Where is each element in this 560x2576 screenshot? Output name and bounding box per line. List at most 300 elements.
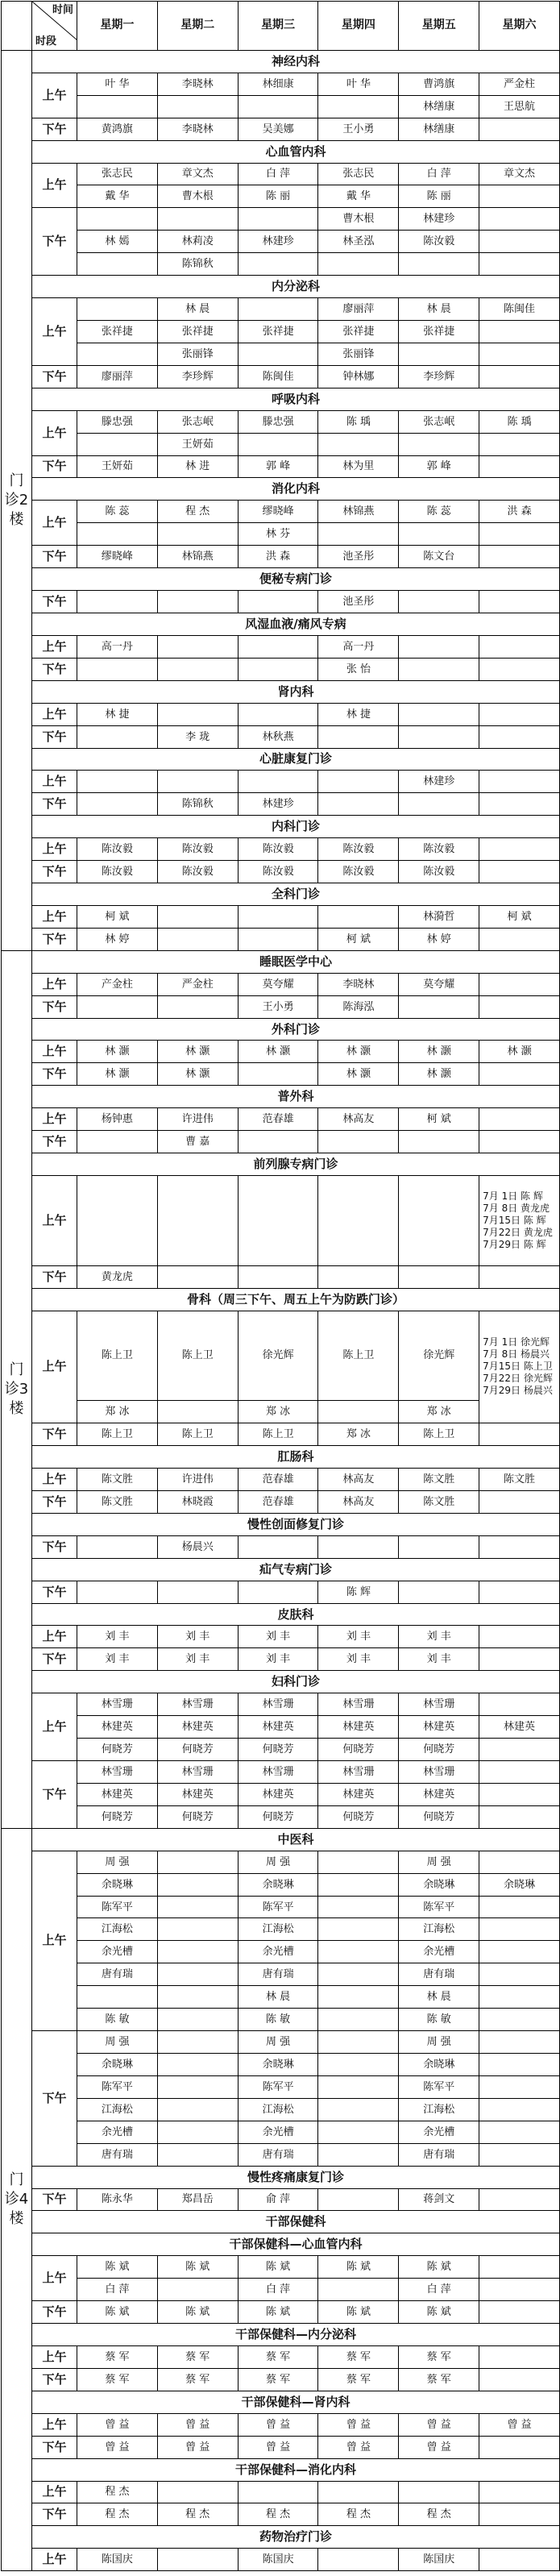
- doctor-cell: 蔡 军: [77, 2345, 158, 2368]
- doctor-cell: [479, 523, 560, 546]
- doctor-cell: [318, 95, 399, 118]
- doctor-cell: [238, 253, 318, 276]
- doctor-cell: 柯 斌: [318, 928, 399, 950]
- doctor-cell: 滕忠强: [238, 410, 318, 433]
- doctor-cell: 陈 斌: [318, 2301, 399, 2324]
- doctor-cell: 池圣彤: [318, 546, 399, 568]
- doctor-cell: 郑 冰: [318, 1423, 399, 1446]
- doctor-cell: 吴美娜: [238, 118, 318, 140]
- doctor-cell: 许进伟: [157, 1108, 238, 1131]
- doctor-cell: [77, 343, 158, 365]
- doctor-cell: 陈文胜: [77, 1490, 158, 1513]
- doctor-cell: 郭 峰: [399, 455, 479, 478]
- doctor-cell: 林 晨: [399, 1986, 479, 2009]
- period-pm: 下午: [32, 995, 77, 1018]
- doctor-cell: [157, 1265, 238, 1288]
- doctor-cell: 余光槽: [399, 2121, 479, 2143]
- doctor-cell: [238, 1581, 318, 1603]
- period-pm: 下午: [32, 1535, 77, 1558]
- doctor-cell: 蔡 军: [157, 2345, 238, 2368]
- doctor-cell: [157, 523, 238, 546]
- department-title: 全科门诊: [32, 883, 560, 906]
- period-pm: 下午: [32, 1131, 77, 1153]
- period-pm: 下午: [32, 546, 77, 568]
- doctor-cell: 余晓琳: [399, 1873, 479, 1896]
- department-title: 肾内科: [32, 680, 560, 703]
- doctor-cell: 陈上卫: [157, 1311, 238, 1401]
- doctor-cell: [479, 2075, 560, 2098]
- doctor-cell: [238, 1063, 318, 1086]
- doctor-cell: 陈闽佳: [479, 298, 560, 321]
- doctor-cell: 林建英: [399, 1716, 479, 1739]
- doctor-cell: 刘 丰: [157, 1626, 238, 1648]
- doctor-cell: [77, 1131, 158, 1153]
- department-title: 前列腺专病门诊: [32, 1153, 560, 1176]
- doctor-cell: [157, 771, 238, 793]
- doctor-cell: 黄龙虎: [77, 1265, 158, 1288]
- doctor-cell: [238, 703, 318, 725]
- period-am: 上午: [32, 1311, 77, 1423]
- period-pm: 下午: [32, 1648, 77, 1671]
- department-title: 干部保健科—内分泌科: [32, 2324, 560, 2346]
- time-period-corner: [32, 2, 77, 51]
- rotation-entry: 7月15日 陈上卫: [483, 1361, 553, 1373]
- doctor-cell: 林建英: [318, 1716, 399, 1739]
- period-am: 上午: [32, 2256, 77, 2301]
- doctor-cell: 林建珍: [399, 771, 479, 793]
- doctor-cell: [318, 1131, 399, 1153]
- doctor-cell: [479, 591, 560, 613]
- doctor-cell: 林 灏: [399, 1041, 479, 1063]
- doctor-cell: [238, 591, 318, 613]
- doctor-cell: [479, 433, 560, 455]
- period-am: 上午: [32, 1041, 77, 1063]
- doctor-cell: [479, 1265, 560, 1288]
- doctor-cell: 林漪哲: [399, 905, 479, 928]
- doctor-cell: 陈军平: [77, 1896, 158, 1918]
- period-am: 上午: [32, 2549, 77, 2571]
- doctor-cell: [318, 1535, 399, 1558]
- doctor-cell: 章文杰: [479, 163, 560, 185]
- department-title: 疝气专病门诊: [32, 1558, 560, 1581]
- doctor-cell: 林 灏: [479, 1041, 560, 1063]
- doctor-cell: [399, 725, 479, 748]
- doctor-cell: [479, 1783, 560, 1805]
- doctor-cell: 刘 丰: [238, 1626, 318, 1648]
- period-pm: 下午: [32, 1423, 77, 1446]
- doctor-cell: [479, 1535, 560, 1558]
- doctor-cell: 陈汝毅: [77, 838, 158, 861]
- doctor-cell: 郑 冰: [77, 1401, 158, 1423]
- doctor-cell: [157, 2549, 238, 2571]
- doctor-cell: 郑 冰: [238, 1401, 318, 1423]
- doctor-cell: 刘 丰: [77, 1626, 158, 1648]
- doctor-cell: 王小勇: [238, 995, 318, 1018]
- doctor-cell: 周 强: [238, 2031, 318, 2054]
- doctor-cell: 高一丹: [318, 635, 399, 658]
- doctor-cell: [399, 793, 479, 816]
- corner-period-label: 时段: [35, 35, 57, 48]
- doctor-cell: [157, 208, 238, 231]
- doctor-cell: 钟林娜: [318, 365, 399, 388]
- doctor-cell: [479, 2301, 560, 2324]
- department-title: 中医科: [32, 1828, 560, 1851]
- doctor-cell: [479, 1918, 560, 1941]
- doctor-cell: [318, 2031, 399, 2054]
- doctor-cell: [479, 635, 560, 658]
- doctor-cell: 陈国庆: [238, 2549, 318, 2571]
- period-pm: 下午: [32, 1490, 77, 1513]
- doctor-cell: 陈汝毅: [157, 861, 238, 883]
- period-am: 上午: [32, 973, 77, 995]
- doctor-cell: 余晓琳: [77, 2054, 158, 2076]
- period-am: 上午: [32, 635, 77, 658]
- corner-time-label: 时间: [52, 4, 73, 16]
- doctor-cell: 王妍茹: [157, 433, 238, 455]
- doctor-cell: 陈 敏: [399, 2009, 479, 2031]
- doctor-cell: [238, 208, 318, 231]
- doctor-cell: 陈 丽: [238, 185, 318, 208]
- doctor-cell: 陈军平: [399, 1896, 479, 1918]
- doctor-cell: 余光槽: [238, 2121, 318, 2143]
- doctor-cell: 周 强: [399, 1851, 479, 1873]
- doctor-cell: 余晓琳: [238, 1873, 318, 1896]
- doctor-cell: 陈上卫: [399, 1423, 479, 1446]
- doctor-cell: [157, 2031, 238, 2054]
- department-title: 皮肤科: [32, 1603, 560, 1626]
- doctor-cell: 程 杰: [157, 501, 238, 523]
- doctor-cell: 陈 斌: [157, 2256, 238, 2279]
- doctor-cell: 滕忠强: [77, 410, 158, 433]
- doctor-cell: [157, 2075, 238, 2098]
- doctor-cell: 曾 益: [399, 2436, 479, 2458]
- doctor-cell: [479, 1941, 560, 1963]
- doctor-cell: 林 灏: [238, 1041, 318, 1063]
- period-pm: 下午: [32, 208, 77, 276]
- period-pm: 下午: [32, 2368, 77, 2391]
- period-pm: 下午: [32, 591, 77, 613]
- doctor-cell: 曾 益: [318, 2413, 399, 2436]
- doctor-cell: 陈汝毅: [238, 838, 318, 861]
- doctor-cell: 刘 丰: [318, 1648, 399, 1671]
- period-am: 上午: [32, 1851, 77, 2030]
- doctor-cell: 徐光辉: [238, 1311, 318, 1401]
- department-title: 心血管内科: [32, 140, 560, 163]
- doctor-cell: [479, 973, 560, 995]
- doctor-cell: 林建英: [479, 1716, 560, 1739]
- doctor-cell: [399, 1535, 479, 1558]
- period-am: 上午: [32, 2345, 77, 2368]
- doctor-cell: [77, 95, 158, 118]
- doctor-cell: 徐光辉: [399, 1311, 479, 1401]
- doctor-cell: [479, 185, 560, 208]
- doctor-cell: [318, 1873, 399, 1896]
- doctor-cell: [399, 1581, 479, 1603]
- doctor-cell: [157, 1941, 238, 1963]
- doctor-cell: 陈上卫: [77, 1423, 158, 1446]
- doctor-cell: 何晓芳: [318, 1739, 399, 1761]
- doctor-cell: 陈汝毅: [399, 861, 479, 883]
- doctor-cell: 林莉凌: [157, 231, 238, 253]
- header-blank: [2, 2, 32, 51]
- doctor-cell: 江海松: [77, 1918, 158, 1941]
- doctor-cell: [238, 298, 318, 321]
- doctor-cell: 林锦燕: [157, 546, 238, 568]
- doctor-cell: [479, 2503, 560, 2526]
- department-title: 神经内科: [32, 50, 560, 73]
- department-title: 内科门诊: [32, 816, 560, 838]
- doctor-cell: [238, 1535, 318, 1558]
- doctor-cell: [77, 1176, 158, 1266]
- day-header: 星期四: [318, 2, 399, 51]
- doctor-cell: [157, 995, 238, 1018]
- doctor-cell: 张志岷: [157, 410, 238, 433]
- doctor-cell: 陈军平: [238, 1896, 318, 1918]
- doctor-cell: [318, 523, 399, 546]
- doctor-cell: [318, 2054, 399, 2076]
- doctor-cell: [77, 208, 158, 231]
- doctor-cell: [318, 1941, 399, 1963]
- doctor-cell: 林雪珊: [238, 1761, 318, 1784]
- doctor-cell: [318, 2481, 399, 2503]
- doctor-cell: 陈 蕊: [399, 501, 479, 523]
- doctor-cell: [77, 725, 158, 748]
- ortho-rotation-list: [479, 1311, 560, 1423]
- doctor-cell: 陈文台: [399, 546, 479, 568]
- doctor-cell: 何晓芳: [157, 1739, 238, 1761]
- doctor-cell: [479, 1131, 560, 1153]
- doctor-cell: [479, 2345, 560, 2368]
- doctor-cell: 陈汝毅: [318, 861, 399, 883]
- doctor-cell: 曹鸿旗: [399, 73, 479, 95]
- doctor-cell: 刘 丰: [399, 1626, 479, 1648]
- doctor-cell: 林建英: [157, 1783, 238, 1805]
- doctor-cell: 刘 丰: [399, 1648, 479, 1671]
- doctor-cell: 程 杰: [77, 2481, 158, 2503]
- doctor-cell: 林雪珊: [318, 1761, 399, 1784]
- rotation-entry: 7月22日 黄龙虎: [483, 1226, 553, 1238]
- doctor-cell: [399, 253, 479, 276]
- period-am: 上午: [32, 163, 77, 208]
- doctor-cell: 林细康: [238, 73, 318, 95]
- period-pm: 下午: [32, 2503, 77, 2526]
- doctor-cell: [238, 1176, 318, 1266]
- department-title: 肛肠科: [32, 1446, 560, 1469]
- doctor-cell: 张祥捷: [399, 320, 479, 343]
- doctor-cell: 产金柱: [77, 973, 158, 995]
- department-title: 药物治疗门诊: [32, 2526, 560, 2549]
- doctor-cell: [318, 2279, 399, 2301]
- doctor-cell: 曹 嘉: [157, 1131, 238, 1153]
- doctor-cell: 周 强: [238, 1851, 318, 1873]
- doctor-cell: [238, 928, 318, 950]
- doctor-cell: 林 芬: [238, 523, 318, 546]
- doctor-cell: 柯 斌: [77, 905, 158, 928]
- doctor-cell: [318, 793, 399, 816]
- rotation-entry: 7月 8日 黄龙虎: [483, 1202, 550, 1214]
- doctor-cell: 陈汝毅: [399, 838, 479, 861]
- department-title: 便秘专病门诊: [32, 568, 560, 591]
- doctor-cell: 张祥捷: [77, 320, 158, 343]
- doctor-cell: [238, 433, 318, 455]
- doctor-cell: [479, 2279, 560, 2301]
- doctor-cell: [479, 2436, 560, 2458]
- doctor-cell: [479, 928, 560, 950]
- period-pm: 下午: [32, 793, 77, 816]
- doctor-cell: 陈军平: [77, 2075, 158, 2098]
- doctor-cell: [318, 1896, 399, 1918]
- doctor-cell: 蔡 军: [318, 2368, 399, 2391]
- doctor-cell: [479, 1581, 560, 1603]
- doctor-cell: 林雪珊: [77, 1761, 158, 1784]
- doctor-cell: 王思航: [479, 95, 560, 118]
- day-header: 星期三: [238, 2, 318, 51]
- doctor-cell: 林建英: [77, 1716, 158, 1739]
- doctor-cell: 江海松: [238, 1918, 318, 1941]
- doctor-cell: 俞 萍: [238, 2188, 318, 2211]
- doctor-cell: [479, 995, 560, 1018]
- doctor-cell: [157, 2481, 238, 2503]
- doctor-cell: 唐有瑞: [399, 2143, 479, 2166]
- department-title: 风湿血液/痛风专病: [32, 613, 560, 635]
- doctor-cell: 戴 华: [318, 185, 399, 208]
- doctor-cell: [238, 658, 318, 680]
- rotation-entry: 7月 1日 徐光辉: [483, 1336, 550, 1348]
- doctor-cell: [399, 1265, 479, 1288]
- doctor-cell: [479, 1108, 560, 1131]
- doctor-cell: [479, 2009, 560, 2031]
- doctor-cell: [77, 1986, 158, 2009]
- doctor-cell: 白 萍: [77, 2279, 158, 2301]
- doctor-cell: [238, 771, 318, 793]
- doctor-cell: 蔡 军: [77, 2368, 158, 2391]
- doctor-cell: [157, 2009, 238, 2031]
- doctor-cell: 林 晨: [399, 298, 479, 321]
- doctor-cell: [479, 2031, 560, 2054]
- doctor-cell: 白 萍: [238, 2279, 318, 2301]
- doctor-cell: 陈汝毅: [238, 861, 318, 883]
- doctor-cell: [479, 1851, 560, 1873]
- period-pm: 下午: [32, 365, 77, 388]
- department-title: 内分泌科: [32, 276, 560, 298]
- doctor-cell: [77, 771, 158, 793]
- period-pm: 下午: [32, 1581, 77, 1603]
- doctor-cell: 曾 益: [77, 2436, 158, 2458]
- doctor-cell: [157, 1986, 238, 2009]
- doctor-cell: 曾 益: [318, 2436, 399, 2458]
- doctor-cell: [479, 253, 560, 276]
- doctor-cell: [157, 928, 238, 950]
- doctor-cell: 余晓琳: [238, 2054, 318, 2076]
- doctor-cell: 林高友: [318, 1108, 399, 1131]
- doctor-cell: 缪晓峰: [238, 501, 318, 523]
- doctor-cell: 林 灏: [318, 1041, 399, 1063]
- doctor-cell: 唐有瑞: [399, 1963, 479, 1986]
- doctor-cell: [479, 1490, 560, 1513]
- doctor-cell: [157, 2054, 238, 2076]
- doctor-cell: 余光槽: [399, 1941, 479, 1963]
- doctor-cell: 廖丽萍: [77, 365, 158, 388]
- doctor-cell: 林 灏: [77, 1063, 158, 1086]
- doctor-cell: 李珍辉: [157, 365, 238, 388]
- doctor-cell: 陈汝毅: [157, 838, 238, 861]
- period-pm: 下午: [32, 658, 77, 680]
- doctor-cell: 林圣泓: [318, 231, 399, 253]
- doctor-cell: 刘 丰: [157, 1648, 238, 1671]
- doctor-cell: 蔡 军: [399, 2345, 479, 2368]
- doctor-cell: 陈军平: [399, 2075, 479, 2098]
- doctor-cell: [238, 95, 318, 118]
- doctor-cell: 林 晨: [238, 1986, 318, 2009]
- doctor-cell: 李 珑: [157, 725, 238, 748]
- doctor-cell: 陈上卫: [157, 1423, 238, 1446]
- doctor-cell: [157, 703, 238, 725]
- doctor-cell: 曾 益: [157, 2436, 238, 2458]
- doctor-cell: [399, 1131, 479, 1153]
- doctor-cell: [479, 455, 560, 478]
- doctor-cell: 张志民: [77, 163, 158, 185]
- doctor-cell: [238, 2481, 318, 2503]
- doctor-cell: [318, 2549, 399, 2571]
- doctor-cell: 戴 华: [77, 185, 158, 208]
- doctor-cell: 林秋燕: [238, 725, 318, 748]
- doctor-cell: 蒋剑文: [399, 2188, 479, 2211]
- doctor-cell: [318, 725, 399, 748]
- doctor-cell: [77, 253, 158, 276]
- doctor-cell: [479, 231, 560, 253]
- doctor-cell: [77, 433, 158, 455]
- doctor-cell: 陈 敏: [238, 2009, 318, 2031]
- period-am: 上午: [32, 73, 77, 118]
- doctor-cell: 陈 斌: [399, 2256, 479, 2279]
- doctor-cell: 林建英: [77, 1783, 158, 1805]
- doctor-cell: [479, 793, 560, 816]
- doctor-cell: 唐有瑞: [238, 2143, 318, 2166]
- department-title: 骨科（周三下午、周五上午为防跌门诊）: [32, 1288, 560, 1311]
- doctor-cell: [77, 1581, 158, 1603]
- doctor-cell: 张丽锋: [157, 343, 238, 365]
- doctor-cell: [157, 2279, 238, 2301]
- department-title: 消化内科: [32, 478, 560, 501]
- doctor-cell: 陈 斌: [157, 2301, 238, 2324]
- rotation-entry: 7月22日 徐光辉: [483, 1373, 553, 1385]
- doctor-cell: 林 捷: [77, 703, 158, 725]
- doctor-cell: 林雪珊: [157, 1761, 238, 1784]
- doctor-cell: 周 强: [399, 2031, 479, 2054]
- doctor-cell: [77, 523, 158, 546]
- doctor-cell: [479, 320, 560, 343]
- doctor-cell: 郑 冰: [399, 1401, 479, 1423]
- doctor-cell: [479, 1986, 560, 2009]
- doctor-cell: [157, 591, 238, 613]
- doctor-cell: [238, 1265, 318, 1288]
- day-header: 星期六: [479, 2, 560, 51]
- doctor-cell: 曹木根: [318, 208, 399, 231]
- doctor-cell: 陈文胜: [77, 1469, 158, 1491]
- doctor-cell: 余光槽: [77, 1941, 158, 1963]
- doctor-cell: 严金柱: [157, 973, 238, 995]
- doctor-cell: [157, 95, 238, 118]
- doctor-cell: 刘 丰: [318, 1626, 399, 1648]
- period-pm: 下午: [32, 2436, 77, 2458]
- department-title: 睡眠医学中心: [32, 950, 560, 973]
- doctor-cell: 陈 斌: [77, 2256, 158, 2279]
- doctor-cell: [157, 1896, 238, 1918]
- doctor-cell: 曾 益: [399, 2413, 479, 2436]
- doctor-cell: 陈上卫: [77, 1311, 158, 1401]
- doctor-cell: [479, 2368, 560, 2391]
- doctor-cell: [399, 703, 479, 725]
